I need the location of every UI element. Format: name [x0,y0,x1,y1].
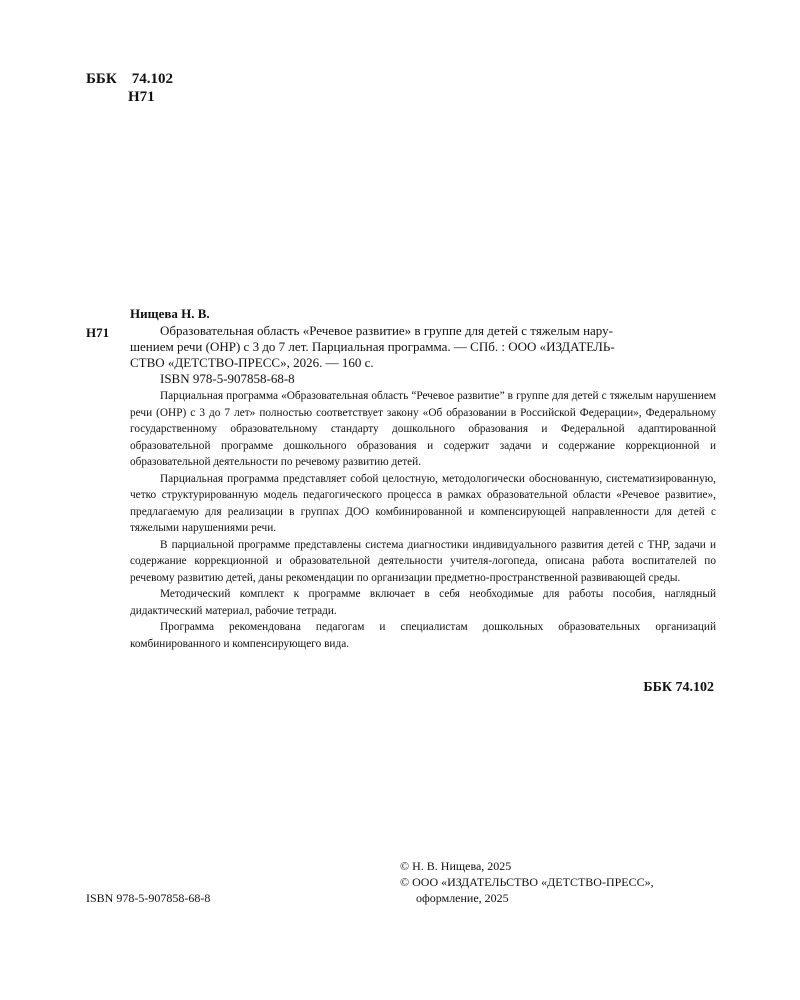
annotation-paragraph: Программа рекомендована педагогам и специалистам дошкольных образовательных организаций комбинированного и компенсирующего вида. [130,621,716,650]
bbk-code-header [86,70,173,88]
title-line-2: шением речи (ОНР) с 3 до 7 лет. Парциальная программа. — СПб. : ООО «ИЗДАТЕЛЬ- [130,339,615,354]
copyright-publisher: © ООО «ИЗДАТЕЛЬСТВО «ДЕТСТВО-ПРЕСС», [400,875,654,889]
author-name: Нищева Н. В. [130,306,210,321]
bbk-label: ББК [86,71,117,87]
bbk-code-footer: ББК 74.102 [643,680,714,695]
copyright-author: © Н. В. Нищева, 2025 [400,859,512,873]
copyright-design: оформление, 2025 [416,891,509,905]
isbn-entry: ISBN 978-5-907858-68-8 [160,371,295,386]
copyright-block [400,858,654,906]
annotation-paragraph: Методический комплект к программе включает в себя необходимые для работы пособия, наглядный дидактический материал, рабочие тетради. [130,588,716,617]
isbn-footer: ISBN 978-5-907858-68-8 [86,891,211,905]
annotation-paragraph: В парциальной программе представлены система диагностики индивидуального развития детей с ТНР, задачи и содержание коррекционной и образовательной деятельности учителя-логопеда, описана работа воспитателей по речевому развитию детей, даны рекомендации по организации предметно-пространственной развивающей среды. [130,538,716,584]
author-code-top: Н71 [128,89,155,105]
annotation [130,388,716,652]
bbk-value: 74.102 [131,71,173,87]
bibliographic-description [130,323,716,371]
title-line-3: СТВО «ДЕТСТВО-ПРЕСС», 2026. — 160 с. [130,355,374,370]
annotation-paragraph: Парциальная программа представляет собой целостную, методологически обоснованную, систематизированную, четко структурированную модель педагогического процесса в рамках образовательной области «Речевое развитие», предлагаемую для реализации в группах ДОО комбинированной и компенсирующей направленности для детей с тяжелыми нарушениями речи. [130,472,716,534]
annotation-paragraph: Парциальная программа «Образовательная область “Речевое развитие” в группе для детей с тяжелым нарушением речи (ОНР) с 3 до 7 лет» полностью соответствует закону «Об образовании в Российской Федерации», Федеральному государственному образовательному стандарту дошкольного образования и Федеральной адаптированной образовательной программе дошкольного образования и содержит задачи и содержание коррекционной и образовательной деятельности по речевому развитию детей. [130,390,716,468]
author-code-side: Н71 [86,325,110,340]
title-line-1: Образовательная область «Речевое развитие» в группе для детей с тяжелым нару- [160,323,613,338]
